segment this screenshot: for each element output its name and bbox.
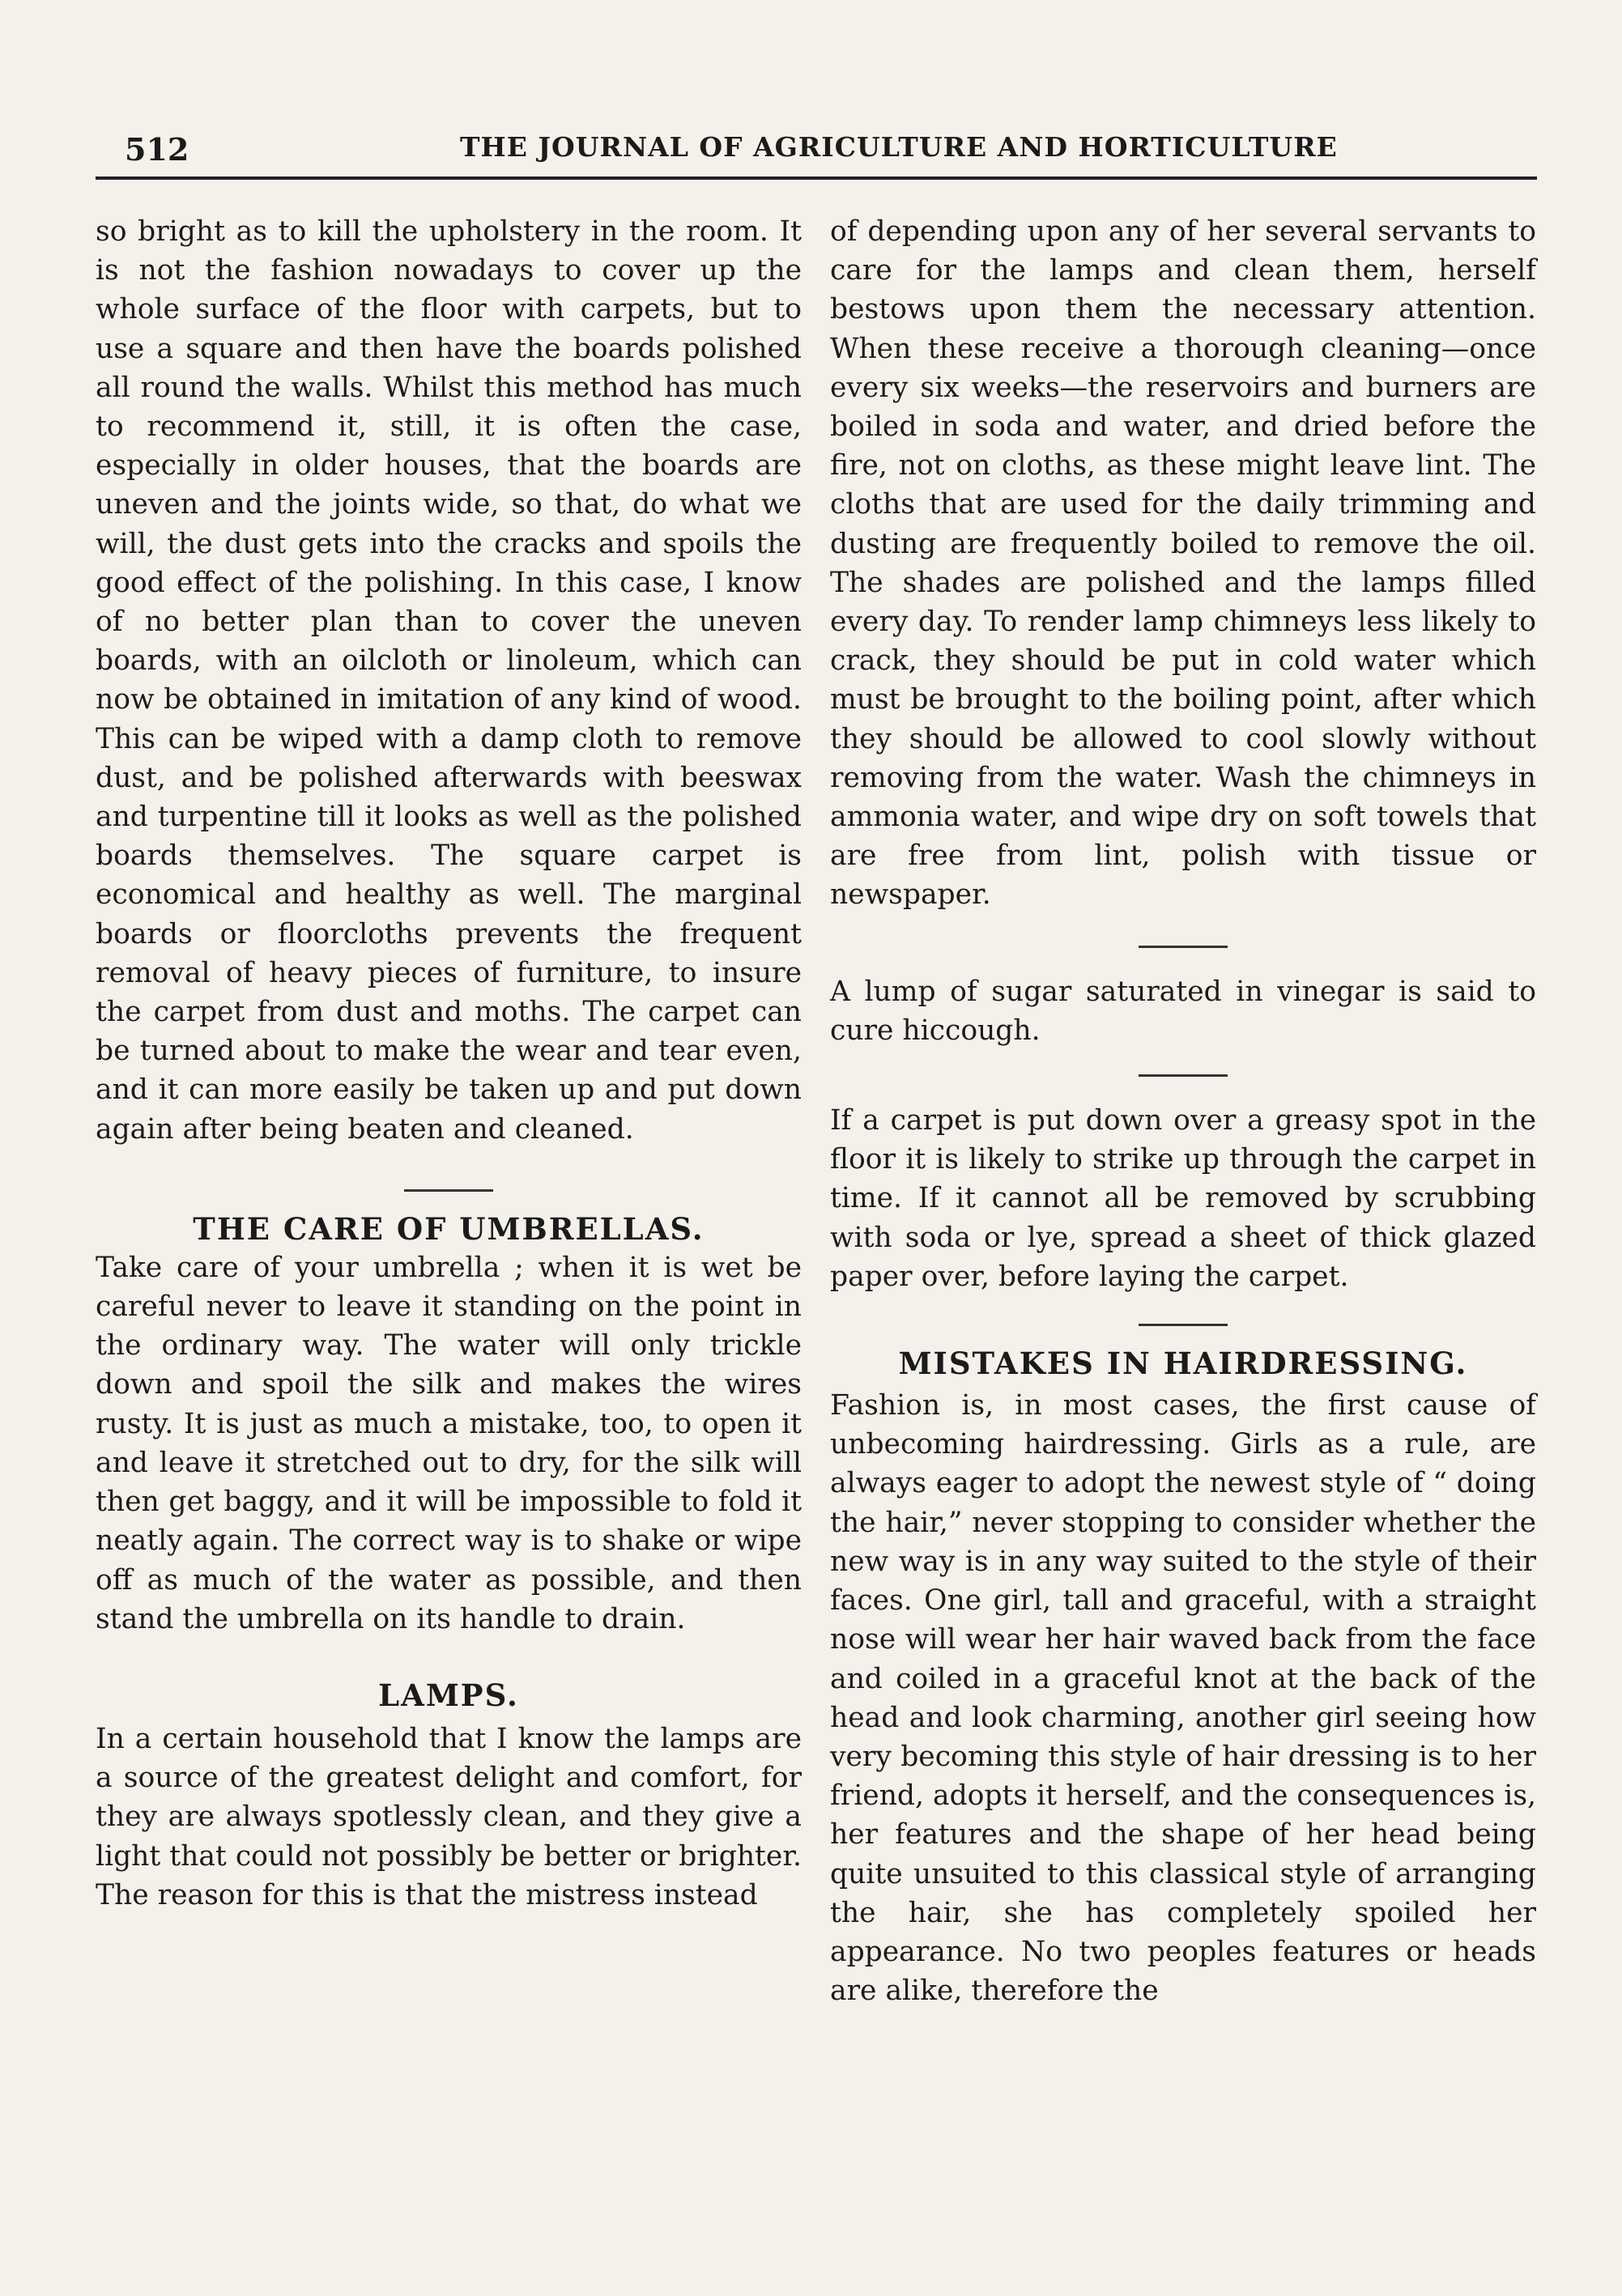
heading-lamps: LAMPS. [378, 1677, 519, 1713]
right-column [830, 212, 1536, 2010]
page-header [96, 128, 1537, 180]
left-column [96, 212, 802, 1915]
paragraph-lamps-continued: of depending upon any of her several servants to care for the lamps and clean them, herself bestows upon them the necessary attention. When these receive a thorough cleaning—once every six weeks—the reservoirs and burners are boiled in soda and water, and dried before the fire, not on cloths, as these might leave lint. The cloths that are used for the daily trimming and dusting are frequently boiled to remove the oil. The shades are polished and the lamps filled every day. To render lamp chimneys less likely to crack, they should be put in cold water which must be brought to the boiling point, after which they should be allowed to cool slowly without removing from the water. Wash the chimneys in ammonia water, and wipe dry on soft towels that are free from lint, polish with tissue or newspaper. [830, 215, 1536, 912]
section-divider [1139, 946, 1228, 948]
section-divider [1139, 1324, 1228, 1326]
section-divider [1139, 1074, 1228, 1077]
page-number: 512 [125, 131, 189, 168]
paragraph-hairdressing: Fashion is, in most cases, the first cause of unbecoming hairdressing. Girls as a rule, are always eager to adopt the newest style of “ doing the hair,” never stopping to consider whether the new way is in any way suited to the style of their faces. One girl, tall and graceful, with a straight nose will wear her hair waved back from the face and coiled in a graceful knot at the back of the head and look charming, another girl seeing how very becoming this style of hair dressing is to her friend, adopts it herself, and the consequences is, her features and the shape of her head being quite unsuited to this classical style of arranging the hair, she has completely spoiled her appearance. No two peoples features or heads are alike, therefore the [830, 1389, 1536, 2008]
heading-hairdressing: MISTAKES IN HAIRDRESSING. [898, 1346, 1468, 1382]
paragraph-umbrellas: Take care of your umbrella ; when it is wet be careful never to leave it standing on the point in the ordinary way. The water will only trickle down and spoil the silk and makes the wires rusty. It is just as much a mistake, too, to open it and leave it stretched out to dry, for the silk will then get baggy, and it will be impossible to fold it neatly again. The correct way is to shake or wipe off as much of the water as possible, and then stand the umbrella on its handle to drain. [96, 1251, 802, 1635]
paragraph-carpet: If a carpet is put down over a greasy spot in the floor it is likely to strike up through the carpet in time. If it cannot all be removed by scrubbing with soda or lye, spread a sheet of thick glazed paper over, before laying the carpet. [830, 1104, 1536, 1293]
paragraph-lamps: In a certain household that I know the lamps are a source of the greatest delight and comfort, for they are always spotlessly clean, and they give a light that could not possibly be better or brighter. The reason for this is that the mistress instead [96, 1722, 802, 1911]
heading-umbrellas: THE CARE OF UMBRELLAS. [193, 1210, 705, 1247]
section-divider [404, 1189, 493, 1192]
paragraph-upholstery: so bright as to kill the upholstery in the room. It is not the fashion nowadays to cover up the whole surface of the floor with carpets, but to use a square and then have the boards polished all round the walls. Whilst this method has much to recommend it, still, it is often the case, especially in older houses, that the boards are uneven and the joints wide, so that, do what we will, the dust gets into the cracks and spoils the good effect of the polishing. In this case, I know of no better plan than to cover the uneven boards, with an oilcloth or linoleum, which can now be obtained in imitation of any kind of wood. This can be wiped with a damp cloth to remove dust, and be polished afterwards with beeswax and turpentine till it looks as well as the polished boards themselves. The square carpet is economical and healthy as well. The marginal boards or floorcloths prevents the frequent removal of heavy pieces of furniture, to insure the carpet from dust and moths. The carpet can be turned about to make the wear and tear even, and it can more easily be taken up and put down again after being beaten and cleaned. [96, 215, 802, 1146]
paragraph-sugar: A lump of sugar saturated in vinegar is said to cure hiccough. [830, 975, 1536, 1047]
running-head: THE JOURNAL OF AGRICULTURE AND HORTICULTURE [460, 131, 1338, 163]
